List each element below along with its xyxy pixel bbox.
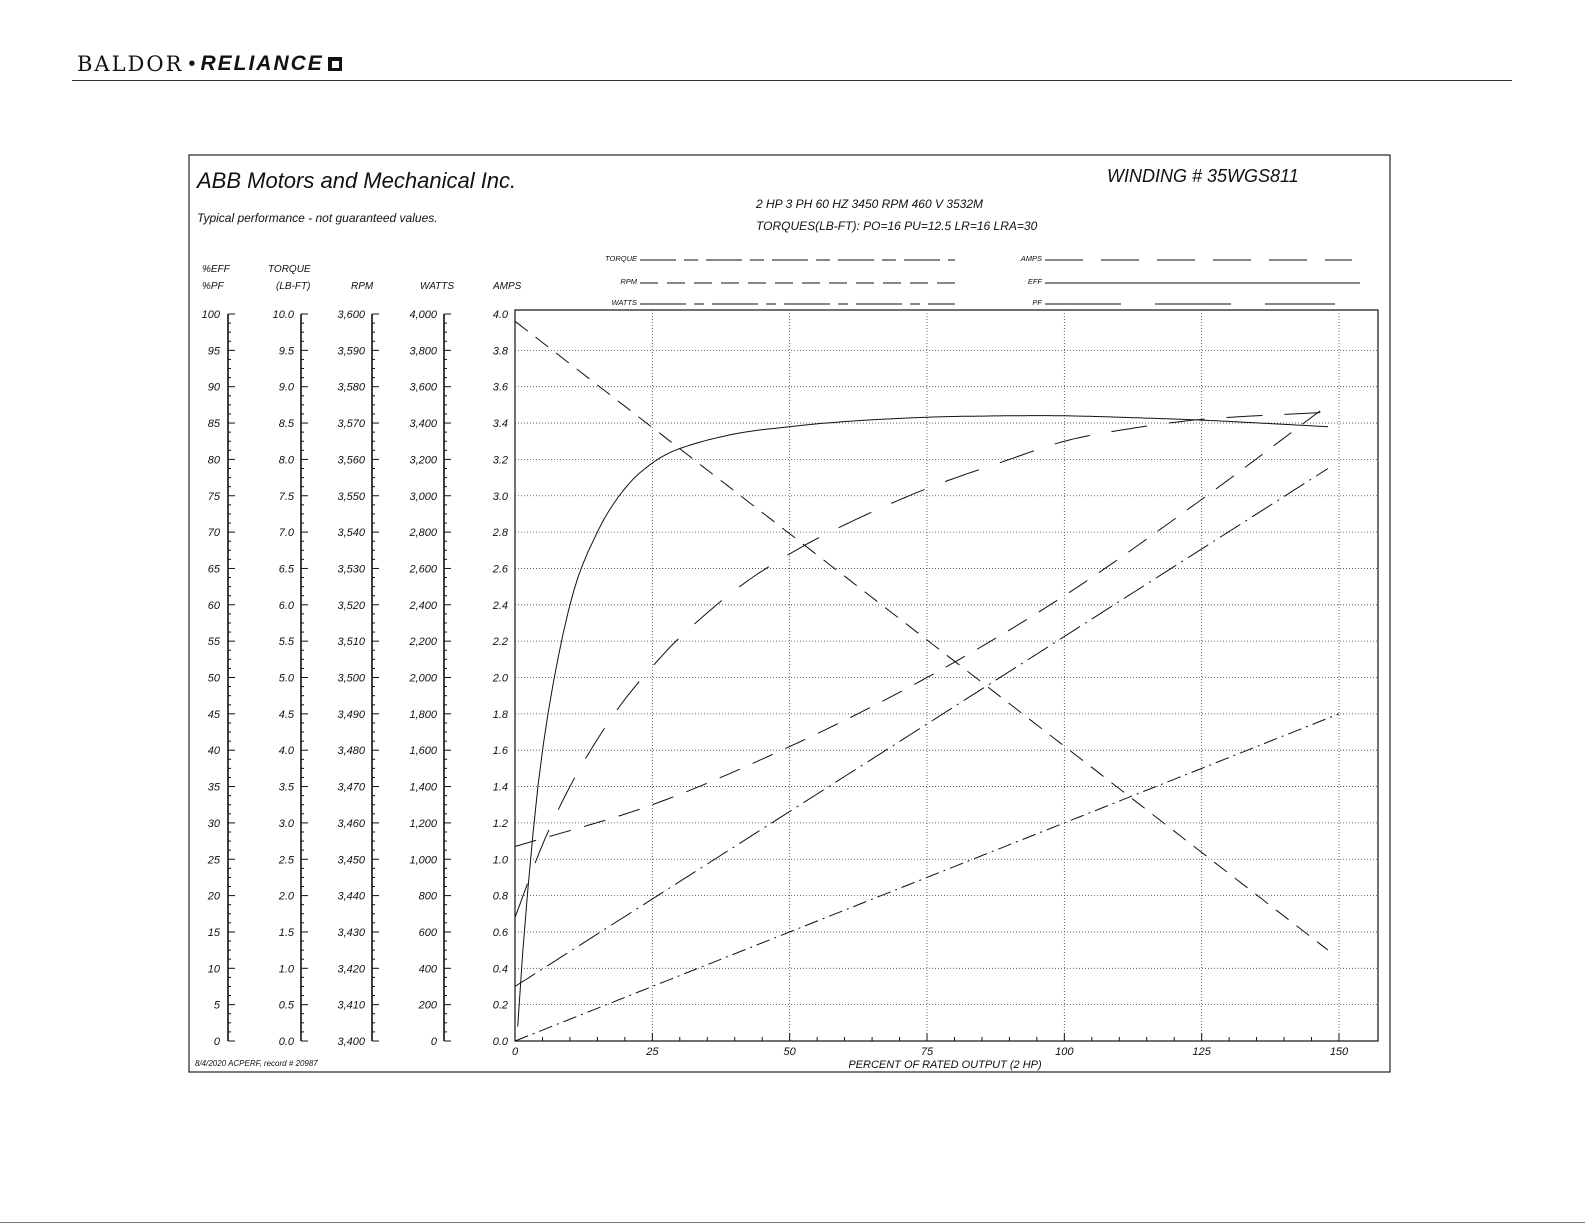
y-tick-label: 10.0: [272, 309, 294, 321]
y-tick-label: 2,800: [409, 527, 437, 540]
legend-item-amps: [1020, 254, 1352, 263]
y-tick-label: 1.6: [492, 745, 508, 758]
y-tick-label: 3,540: [337, 527, 365, 540]
y-tick-label: 0.5: [278, 999, 294, 1012]
series-pf-line: [515, 412, 1328, 917]
x-tick-label: 100: [1055, 1046, 1074, 1058]
series-amps-line: [515, 405, 1328, 847]
x-tick-label: 25: [646, 1046, 659, 1058]
y-axis-1: [202, 264, 235, 1048]
y-tick-label: 2.4: [492, 599, 508, 612]
bottom-rule: [0, 1222, 1585, 1223]
y-tick-label: 5.5: [278, 636, 294, 649]
y-tick-label: 0: [213, 1036, 220, 1048]
y-tick-label: 3,550: [337, 490, 365, 503]
legend-label: AMPS: [1020, 254, 1042, 263]
y-tick-label: 2,000: [409, 672, 437, 685]
y-tick-label: 1,200: [409, 817, 437, 830]
y-axis-header-top: %EFF: [202, 264, 230, 275]
y-tick-label: 2,200: [409, 636, 437, 649]
y-tick-label: 8.0: [278, 454, 294, 467]
y-tick-label: 0: [430, 1036, 437, 1048]
y-tick-label: 4.0: [492, 309, 508, 321]
y-tick-label: 2.0: [492, 672, 508, 685]
y-tick-label: 3,420: [337, 963, 365, 976]
y-axis-header: WATTS: [420, 281, 455, 292]
chart-title: ABB Motors and Mechanical Inc.: [197, 168, 517, 193]
y-axis-header: AMPS: [493, 281, 522, 292]
y-tick-label: 9.5: [278, 345, 294, 358]
y-tick-label: 5.0: [278, 672, 294, 685]
series-eff-line: [518, 416, 1328, 1027]
y-tick-label: 3.8: [492, 345, 508, 358]
y-tick-label: 80: [207, 454, 220, 467]
y-tick-label: 2.0: [278, 890, 294, 903]
series-watts-line: [515, 469, 1328, 987]
y-tick-label: 35: [207, 781, 220, 794]
axes-layer: [202, 264, 522, 1048]
y-tick-label: 3,000: [409, 490, 437, 503]
legend: [605, 254, 1360, 307]
y-tick-label: 7.0: [278, 527, 294, 540]
y-tick-label: 2.5: [278, 854, 294, 867]
y-tick-label: 3,530: [337, 563, 365, 576]
y-tick-label: 3.2: [492, 454, 508, 467]
y-tick-label: 1.8: [492, 708, 508, 721]
y-tick-label: 3,430: [337, 926, 365, 939]
x-tick-label: 0: [511, 1046, 519, 1058]
y-tick-label: 2.2: [492, 636, 508, 649]
y-tick-label: 1.4: [492, 781, 508, 794]
y-tick-label: 3,570: [337, 418, 365, 431]
y-axis-5: [492, 281, 522, 1048]
y-tick-label: 100: [201, 309, 220, 321]
y-tick-label: 3,520: [337, 599, 365, 612]
y-tick-label: 95: [207, 345, 220, 358]
y-tick-label: 8.5: [278, 418, 294, 431]
y-tick-label: 3,590: [337, 345, 365, 358]
legend-label: EFF: [1027, 277, 1042, 286]
y-tick-label: 70: [207, 527, 220, 540]
y-tick-label: 3,600: [337, 309, 365, 321]
y-tick-label: 25: [207, 854, 220, 867]
x-axis-label: PERCENT OF RATED OUTPUT (2 HP): [848, 1059, 1042, 1071]
legend-item-pf: [1032, 298, 1335, 307]
y-tick-label: 50: [207, 672, 220, 685]
y-axis-4: [408, 281, 454, 1048]
y-tick-label: 3,470: [337, 781, 365, 794]
x-tick-label: 50: [783, 1046, 796, 1058]
plot-frame: [515, 310, 1378, 1041]
y-tick-label: 3,800: [409, 345, 437, 358]
y-tick-label: 3,490: [337, 708, 365, 721]
y-tick-label: 3.0: [278, 817, 294, 830]
y-tick-label: 3,580: [337, 381, 365, 394]
legend-label: RPM: [620, 277, 637, 286]
y-tick-label: 6.0: [278, 599, 294, 612]
y-tick-label: 90: [207, 381, 220, 394]
y-tick-label: 0.8: [492, 890, 508, 903]
y-tick-label: 0.0: [278, 1036, 294, 1048]
y-tick-label: 3,400: [337, 1036, 365, 1048]
y-tick-label: 800: [418, 890, 437, 903]
y-tick-label: 15: [207, 926, 220, 939]
y-tick-label: 3,410: [337, 999, 365, 1012]
series-rpm-line: [515, 321, 1328, 950]
y-tick-label: 2,600: [409, 563, 437, 576]
y-axis-header: %PF: [202, 281, 224, 292]
y-tick-label: 7.5: [278, 490, 294, 503]
y-tick-label: 9.0: [278, 381, 294, 394]
y-axis-3: [337, 281, 379, 1048]
y-tick-label: 65: [207, 563, 220, 576]
y-tick-label: 3,510: [337, 636, 365, 649]
y-tick-label: 1,000: [409, 854, 437, 867]
y-tick-label: 3,450: [337, 854, 365, 867]
legend-label: PF: [1032, 298, 1042, 307]
y-tick-label: 2,400: [409, 599, 437, 612]
y-tick-label: 3,600: [409, 381, 437, 394]
y-tick-label: 1,600: [409, 745, 437, 758]
winding-label: WINDING # 35WGS811: [1107, 166, 1299, 186]
y-tick-label: 3,440: [337, 890, 365, 903]
legend-item-torque: [605, 254, 955, 263]
legend-item-watts: [611, 298, 955, 307]
y-tick-label: 1.2: [492, 817, 508, 830]
y-tick-label: 10: [207, 963, 220, 976]
y-tick-label: 3,200: [409, 454, 437, 467]
x-tick-label: 125: [1192, 1046, 1211, 1058]
y-tick-label: 3.4: [492, 418, 508, 431]
y-tick-label: 6.5: [278, 563, 294, 576]
x-tick-label: 75: [920, 1046, 934, 1058]
y-tick-label: 40: [207, 745, 220, 758]
y-tick-label: 4.5: [278, 708, 294, 721]
y-axis-2: [268, 264, 311, 1048]
y-tick-label: 20: [207, 890, 220, 903]
y-tick-label: 30: [207, 817, 220, 830]
y-tick-label: 3,560: [337, 454, 365, 467]
y-tick-label: 45: [207, 708, 220, 721]
specs-line-2: TORQUES(LB-FT): PO=16 PU=12.5 LR=16 LRA=30: [756, 219, 1038, 233]
y-axis-header: (LB-FT): [276, 281, 311, 292]
y-tick-label: 4.0: [278, 745, 294, 758]
y-tick-label: 1.0: [492, 854, 508, 867]
brand-left: BALDOR: [77, 52, 184, 76]
legend-item-rpm: [620, 277, 955, 286]
y-tick-label: 55: [207, 636, 220, 649]
y-tick-label: 400: [418, 963, 437, 976]
brand-separator: •: [188, 52, 196, 75]
y-tick-label: 3,500: [337, 672, 365, 685]
y-tick-label: 1,400: [409, 781, 437, 794]
legend-item-eff: [1028, 277, 1360, 286]
specs-line-1: 2 HP 3 PH 60 HZ 3450 RPM 460 V 3532M: [756, 197, 984, 211]
plot-area: [512, 310, 1378, 1058]
x-tick-label: 150: [1329, 1046, 1349, 1058]
y-tick-label: 3.5: [278, 781, 294, 794]
y-tick-label: 1,800: [409, 708, 437, 721]
y-tick-label: 2.6: [492, 563, 508, 576]
y-tick-label: 0.0: [492, 1036, 508, 1048]
y-tick-label: 1.0: [278, 963, 294, 976]
y-tick-label: 3.6: [492, 381, 508, 394]
y-tick-label: 75: [207, 490, 220, 503]
brand-right: RELIANCE: [200, 52, 324, 75]
y-tick-label: 3,460: [337, 817, 365, 830]
y-axis-header: RPM: [351, 281, 374, 292]
footer-note: 8/4/2020 ACPERF, record # 20987: [195, 1059, 318, 1068]
y-tick-label: 1.5: [278, 926, 294, 939]
y-tick-label: 0.4: [492, 963, 508, 976]
y-tick-label: 85: [207, 418, 220, 431]
legend-label: WATTS: [611, 298, 637, 307]
y-tick-label: 2.8: [492, 527, 508, 540]
y-tick-label: 60: [207, 599, 220, 612]
y-tick-label: 5: [213, 999, 220, 1012]
y-tick-label: 200: [418, 999, 437, 1012]
y-tick-label: 3,400: [409, 418, 437, 431]
y-tick-label: 600: [418, 926, 437, 939]
y-axis-header-top: TORQUE: [268, 264, 311, 275]
y-tick-label: 0.2: [492, 999, 508, 1012]
chart-subtitle: Typical performance - not guaranteed values.: [197, 211, 438, 225]
y-tick-label: 0.6: [492, 926, 508, 939]
legend-label: TORQUE: [605, 254, 637, 263]
y-tick-label: 3,480: [337, 745, 365, 758]
y-tick-label: 3.0: [492, 490, 508, 503]
y-tick-label: 4,000: [409, 309, 437, 321]
